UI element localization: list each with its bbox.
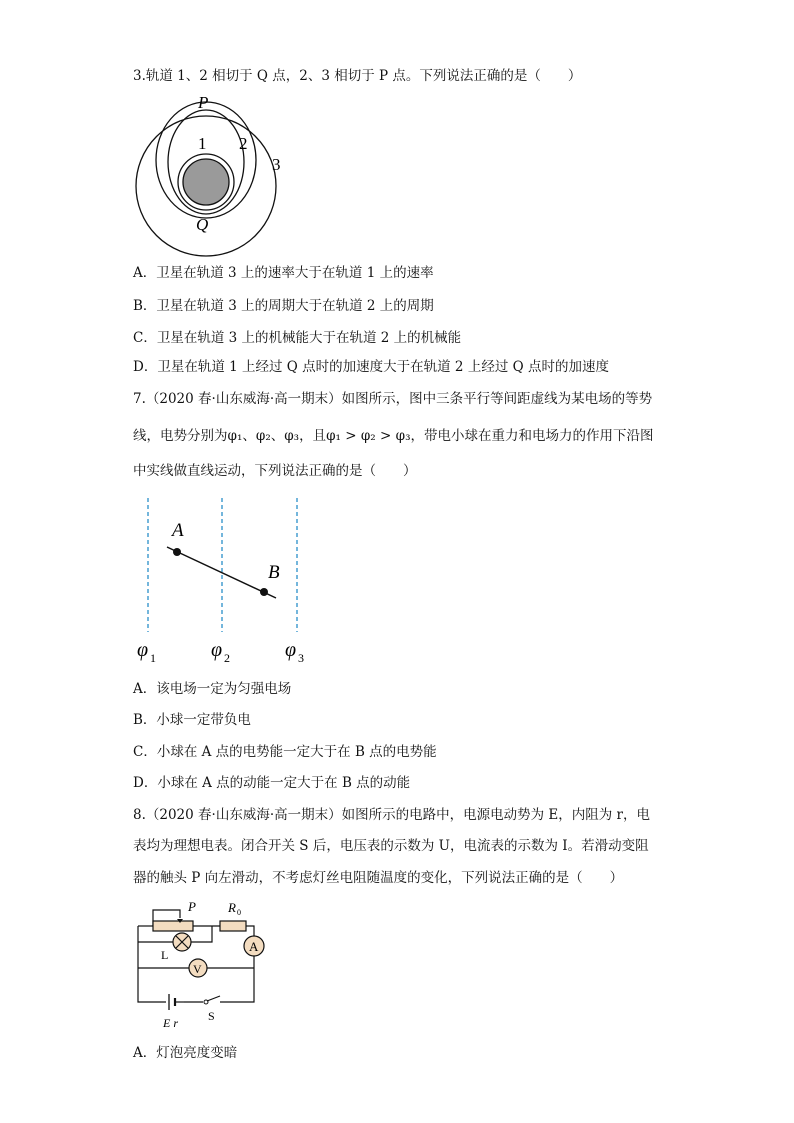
label-s: S <box>208 1009 215 1023</box>
question-7-option-d: D．小球在 A 点的动能一定大于在 B 点的动能 <box>133 775 411 791</box>
label-3: 3 <box>272 155 281 174</box>
label-1: 1 <box>198 134 207 153</box>
question-8-stem-1: 8.（2020 春·山东威海·高一期末）如图所示的电路中，电源电动势为 E，内阻为 r，电 <box>133 807 651 823</box>
question-7-option-b: B．小球一定带负电 <box>133 712 251 728</box>
earth <box>183 159 229 205</box>
point-b <box>260 588 268 596</box>
question-8-option-a: A．灯泡亮度变暗 <box>133 1045 238 1061</box>
switch-lever <box>207 996 220 1001</box>
phi-1: φ <box>137 639 149 661</box>
equipotential-figure <box>130 492 330 670</box>
label-v: V <box>193 962 202 976</box>
question-7-stem-2: 线，电势分别为φ₁、φ₂、φ₃，且φ₁ > φ₂ > φ₃，带电小球在重力和电场力的作用下沿图 <box>133 428 654 444</box>
resistor-r0 <box>220 921 246 931</box>
question-7-stem-1: 7.（2020 春·山东威海·高一期末）如图所示，图中三条平行等间距虚线为某电场的等势 <box>133 391 653 407</box>
phi-2: φ <box>211 639 223 661</box>
label-er: E r <box>163 1016 178 1030</box>
question-3-option-b: B．卫星在轨道 3 上的周期大于在轨道 2 上的周期 <box>133 298 434 314</box>
orbit-figure <box>130 92 290 260</box>
question-7-option-a: A．该电场一定为匀强电场 <box>133 681 292 697</box>
label-l: L <box>161 948 169 962</box>
question-7-option-c: C．小球在 A 点的电势能一定大于在 B 点的电势能 <box>133 744 437 760</box>
label-2: 2 <box>239 134 248 153</box>
label-r0: R <box>228 900 236 915</box>
phi-3-sub: 3 <box>298 651 304 665</box>
point-a <box>173 548 181 556</box>
label-q: Q <box>196 215 209 234</box>
phi-3: φ <box>285 639 297 661</box>
circuit-figure <box>128 898 273 1030</box>
label-p: P <box>198 93 209 112</box>
label-p: P <box>188 899 196 914</box>
label-b: B <box>268 562 280 583</box>
question-3-option-a: A．卫星在轨道 3 上的速率大于在轨道 1 上的速率 <box>133 265 434 281</box>
question-3-option-c: C．卫星在轨道 3 上的机械能大于在轨道 2 上的机械能 <box>133 330 462 346</box>
question-3-option-d: D．卫星在轨道 1 上经过 Q 点时的加速度大于在轨道 2 上经过 Q 点时的加速度 <box>133 359 609 375</box>
question-3-stem: 3.轨道 1、2 相切于 Q 点，2、3 相切于 P 点。下列说法正确的是（ ） <box>133 68 582 84</box>
rheostat <box>153 921 193 931</box>
phi-1-sub: 1 <box>150 651 156 665</box>
question-8-stem-3: 器的触头 P 向左滑动，不考虑灯丝电阻随温度的变化，下列说法正确的是（ ） <box>133 870 624 886</box>
question-7-stem-3: 中实线做直线运动，下列说法正确的是（ ） <box>133 463 417 479</box>
phi-2-sub: 2 <box>224 651 230 665</box>
question-8-stem-2: 表均为理想电表。闭合开关 S 后，电压表的示数为 U，电流表的示数为 I。若滑动变阻 <box>133 838 649 854</box>
label-a: A <box>249 939 259 954</box>
label-a: A <box>172 520 184 541</box>
label-r0-sub: 0 <box>237 908 241 917</box>
